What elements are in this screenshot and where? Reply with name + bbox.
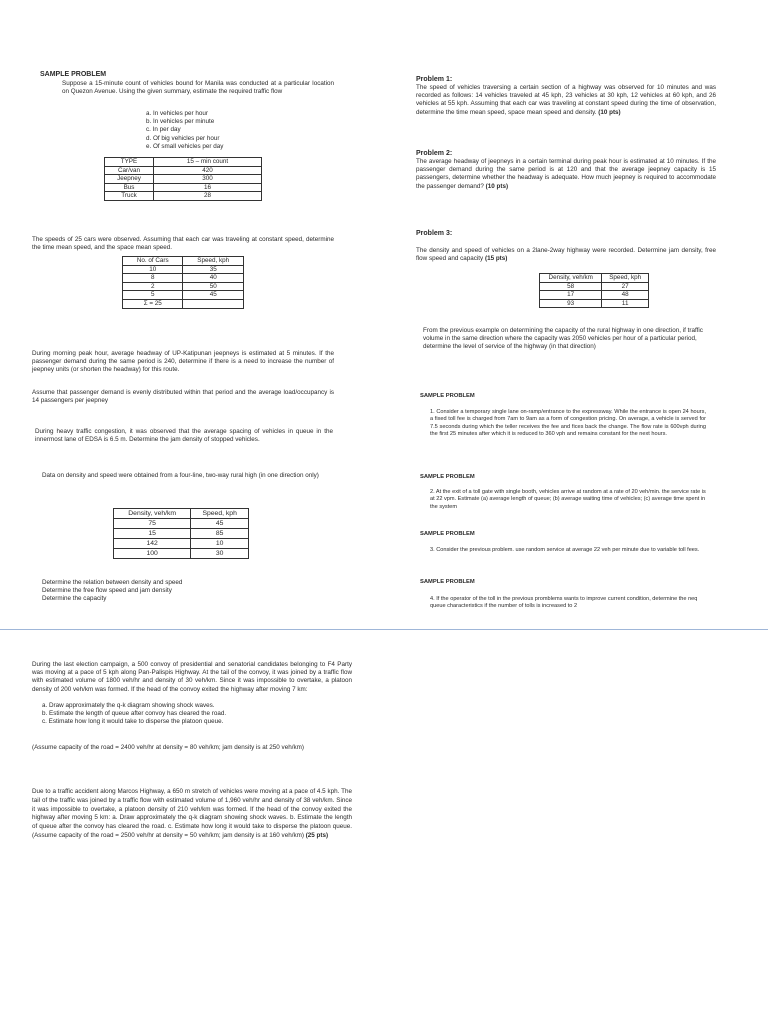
table-cell: 11 [602,299,649,308]
table-row [114,549,249,559]
table-row [114,539,249,549]
problem-2-heading: Problem 2: [416,150,453,157]
table-header-row [540,274,649,283]
problem-2-body: The average headway of jeepneys in a certain terminal during peak hour is estimated at 10 minutes. If the passenger demand during the same period is at 120 and that the average jeepney capacity is 15 passengers, determine whether the headway is adequate. How much jeepney is required to accommodate the passenger demand? [416,158,716,190]
table-cell: 30 [191,549,249,559]
table-cell: 10 [191,539,249,549]
table-header-row [123,257,244,266]
list-item: c. In per day [146,126,181,134]
table-cell: Car/van [105,166,154,175]
table-row [123,282,244,291]
table-cell: 17 [540,291,602,300]
sample-problem-heading-queue-3: SAMPLE PROBLEM [420,531,475,537]
density-speed-table [113,508,249,559]
table-cell: 58 [540,282,602,291]
table-cell: Truck [105,192,154,201]
problem-1-heading: Problem 1: [416,76,453,83]
sample-problem-heading-queue-1: SAMPLE PROBLEM [420,393,475,399]
table-cell: 100 [114,549,191,559]
table-cell: 15 [114,529,191,539]
sample-problem-heading-queue-2: SAMPLE PROBLEM [420,474,475,480]
table-cell: 8 [123,274,183,283]
problem-paragraph-vehicle-count: Suppose a 15-minute count of vehicles bound for Manila was conducted at a particular location on Quezon Avenue. Using the given summary, estimate the required traffic flow [62,80,334,96]
problem-paragraph-level-of-service: From the previous example on determining the capacity of the rural highway in one direction, if traffic volume in the same direction where the capacity was 2050 vehicles per hour of a particular period, determine the level of service of the highway (in that direction) [423,327,703,351]
table-row [540,282,649,291]
list-item: c. Estimate how long it would take to disperse the platoon queue. [42,718,224,726]
list-item: Determine the free flow speed and jam density [42,587,172,595]
table-cell: 45 [183,291,244,300]
problem-1-points: (10 pts) [598,108,621,116]
table-header-row [114,509,249,519]
table-row [540,299,649,308]
table-cell: 50 [183,282,244,291]
table-cell: Σ = 25 [123,299,183,308]
problem-paragraph-jam-density: During heavy traffic congestion, it was observed that the average spacing of vehicles in queue in the innermost lane of EDSA is 6.5 m. Determine the jam density of stopped vehicles. [35,428,333,444]
problem-paragraph-jeepney-headway: During morning peak hour, average headway of UP-Katipunan jeepneys is estimated at 5 minutes. If the passenger demand during the same period is 240, determine if there is a need to increase the number of jeepney units (or shorten the headway) for this route. [32,350,334,374]
sample-problem-toll-ramp: 1. Consider a temporary single lane on-ramp/entrance to the expressway. While the entrance is open 24 hours, a fixed toll fee is charged from 7am to 9am as a form of congestion pricing. On average, a vehicle is served for 7.5 seconds during which the teller receives the fee and fices back the change. The flow rate is 600vph during the first 25 minutes after which it is reduced to 360 vph and remains constant for the next hours. [430,409,706,438]
list-item: a. In vehicles per hour [146,110,208,117]
table-row [114,519,249,529]
table-cell: 16 [154,183,262,192]
table-header: TYPE [105,158,154,167]
table-cell: 142 [114,539,191,549]
table-cell: 35 [183,265,244,274]
table-cell: 2 [123,282,183,291]
vehicle-count-subquestions [146,110,336,151]
table-cell: 300 [154,175,262,184]
table-cell: 27 [602,282,649,291]
list-item: Determine the relation between density and speed [42,579,183,586]
list-item: b. In vehicles per minute [146,118,215,126]
sample-problem-two-tolls: 4. If the operator of the toll in the previous promblems wants to improve current condition, determine the neq queue characteristics if the number of tolls is increased to 2 [430,596,698,610]
table-header: Speed, kph [602,274,649,283]
problem-3-points: (15 pts) [484,255,508,263]
table-header: No. of Cars [123,257,183,266]
table-row [114,529,249,539]
table-header: Density, veh/km [540,274,602,283]
table-header: Density, veh/km [114,509,191,519]
table-cell [183,299,244,308]
list-item: e. Of small vehicles per day [146,142,224,150]
problem-3-text [416,247,716,263]
problem-paragraph-jeepney-assumption: Assume that passenger demand is evenly distributed within that period and the average load/occupancy is 14 passengers per jeepney [32,389,334,405]
table-row [105,183,262,192]
accident-queue-body: Due to a traffic accident along Marcos Highway, a 650 m stretch of vehicles were moving at a pace of 4.5 kph. The tail of the traffic was joined by a traffic flow with estimated volume of 1,960 veh/hr and density of 38 veh/km. Since it was impossible to overtake, a platoon density of 210 veh/km was formed. If the head of the convoy exited the highway after moving 5 km: a. Draw approximately the q-k diagram showing shock waves. b. Estimate the length of queue after the convoy has cleared the road. c. Estimate how long it would take to disperse the platoon queue. (Assume capacity of the road = 2500 veh/hr at density = 50 veh/km; jam density is at 160 veh/km) [32,788,352,839]
problem-paragraph-density-speed: Data on density and speed were obtained from a four-line, two-way rural high (in one direction only) [42,472,319,479]
sample-problem-heading-queue-4: SAMPLE PROBLEM [420,579,475,585]
list-item: d. Of big vehicles per hour [146,134,220,142]
problem-3-body: The density and speed of vehicles on a 2lane-2way highway were recorded. Determine jam density, free flow speed and capacity [416,247,716,263]
table-header: 15 – min count [154,158,262,167]
accident-queue-points: (25 pts) [305,831,329,839]
table-cell: 10 [123,265,183,274]
table-row [105,166,262,175]
table-header: Speed, kph [183,257,244,266]
table-cell: Jeepney [105,175,154,184]
table-cell: 75 [114,519,191,529]
sample-problem-heading: SAMPLE PROBLEM [40,71,107,78]
sample-problem-random-service: 3. Consider the previous problem. use random service at average 22 veh per minute due to variable toll fees. [430,547,700,553]
convoy-subquestions [42,702,342,727]
problem-paragraph-car-speeds: The speeds of 25 cars were observed. Assuming that each car was traveling at constant speed, determine the time mean speed, and the space mean speed. [32,236,334,252]
sample-problem-toll-gate: 2. At the exit of a toll gate with single booth, vehicles arrive at random at a rate of 20 veh/min. the service rate is at 22 vpm. Estimate (a) average length of queue; (b) average waiting time of vehicles; (c) average time spent in the system [430,489,706,510]
table-row [123,274,244,283]
table-row [123,265,244,274]
density-speed-tasks [42,579,332,604]
list-item: a. Draw approximately the q-k diagram showing shock waves. [42,702,215,709]
problem-3-table [539,273,649,308]
vehicle-count-table [104,157,262,201]
problem-1-body: The speed of vehicles traversing a certain section of a highway was observed for 10 minutes and was recorded as follows: 14 vehicles traveled at 45 kph, 23 vehicles at 30 kph, 12 vehicles at 60 kph, and 26 vehicles at 55 kph. Assuming that each car was traveling at constant speed during the time of observation, determine the time mean speed, space mean speed and density. [416,84,716,116]
convoy-assumption-note: (Assume capacity of the road = 2400 veh/hr at density = 80 veh/km; jam density is at 250 veh/km) [32,744,304,751]
table-cell: 40 [183,274,244,283]
page-divider [0,629,768,630]
table-cell: 420 [154,166,262,175]
problem-paragraph-accident-queue [32,788,352,841]
table-row [123,291,244,300]
problem-1-text [416,84,716,117]
table-cell: 5 [123,291,183,300]
car-speeds-table [122,256,244,309]
list-item: Determine the capacity [42,595,107,603]
problem-paragraph-convoy: During the last election campaign, a 500 convoy of presidential and senatorial candidates belonging to F4 Party was moving at a pace of 5 kph along Pan-Palispis Highway. At the tail of the convoy, it was joined by a traffic flow with estimated volume of 1800 veh/hr and density of 30 veh/km. Since it was impossible to overtake, a platoon density of 200 veh/km was formed. If the head of the convoy exited the highway after moving 7 km: [32,661,352,693]
problem-2-points: (10 pts) [485,182,509,190]
table-row [123,299,244,308]
table-header: Speed, kph [191,509,249,519]
table-row [540,291,649,300]
table-row [105,192,262,201]
table-row [105,175,262,184]
table-cell: 28 [154,192,262,201]
table-cell: 93 [540,299,602,308]
table-cell: 45 [191,519,249,529]
list-item: b. Estimate the length of queue after convoy has cleared the road. [42,710,227,718]
table-cell: 48 [602,291,649,300]
problem-2-text [416,158,716,191]
problem-3-heading: Problem 3: [416,230,453,237]
table-header-row [105,158,262,167]
table-cell: Bus [105,183,154,192]
table-cell: 85 [191,529,249,539]
